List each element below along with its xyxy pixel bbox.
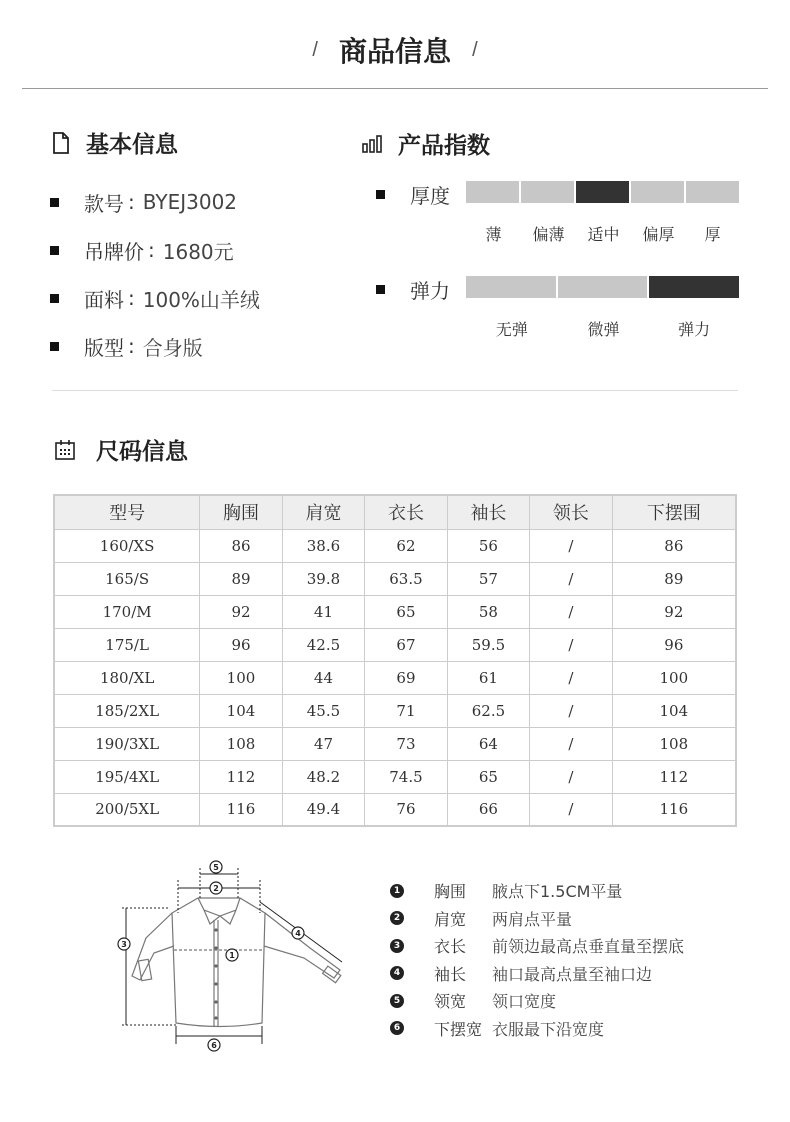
- table-cell: 108: [200, 727, 282, 760]
- table-cell: 45.5: [282, 694, 364, 727]
- colon: :: [128, 286, 135, 310]
- legend-item: [390, 905, 684, 933]
- table-cell: 165/S: [54, 562, 200, 595]
- square-bullet-icon: [376, 190, 385, 199]
- table-cell: /: [530, 793, 612, 826]
- basic-info-key: 版型: [84, 335, 124, 360]
- thickness-scale-segment: [686, 181, 739, 203]
- diagram-mark-5-text: 5: [213, 863, 219, 872]
- thickness-scale-option: 薄: [485, 225, 502, 244]
- legend-description: 衣服最下沿宽度: [492, 1019, 605, 1039]
- basic-info-item: [50, 178, 350, 226]
- table-cell: 175/L: [54, 628, 200, 661]
- diagram-mark-2-text: 2: [213, 884, 219, 893]
- table-cell: 190/3XL: [54, 727, 200, 760]
- table-cell: 62: [365, 529, 447, 562]
- legend-description: 袖口最高点量至袖口边: [492, 964, 653, 984]
- table-cell: 92: [612, 595, 736, 628]
- thickness-scale-option: 厚: [704, 225, 721, 244]
- table-row: [54, 727, 736, 760]
- square-bullet-icon: [376, 285, 385, 294]
- basic-info-item: [50, 274, 350, 322]
- table-cell: 104: [612, 694, 736, 727]
- table-cell: 62.5: [447, 694, 529, 727]
- thickness-scale-segment: [521, 181, 574, 203]
- product-index-title: 产品指数: [398, 133, 490, 159]
- table-cell: 160/XS: [54, 529, 200, 562]
- thickness-scale-bar: [466, 181, 739, 203]
- table-cell: /: [530, 595, 612, 628]
- table-header-cell: 肩宽: [282, 495, 364, 529]
- table-row: [54, 628, 736, 661]
- table-cell: 116: [612, 793, 736, 826]
- legend-description: 腋点下1.5CM平量: [492, 882, 623, 902]
- header-divider: [22, 88, 768, 89]
- table-cell: 185/2XL: [54, 694, 200, 727]
- thickness-scale-option: 偏薄: [532, 225, 565, 244]
- basic-info-value: BYEJ3002: [142, 190, 238, 214]
- table-cell: 116: [200, 793, 282, 826]
- table-header-cell: 胸围: [200, 495, 282, 529]
- elasticity-scale-bar: [466, 276, 739, 298]
- diagram-mark-6-text: 6: [211, 1041, 217, 1050]
- table-cell: 61: [447, 661, 529, 694]
- thickness-scale-option: 偏厚: [642, 225, 675, 244]
- thickness-scale-segment: [576, 181, 629, 203]
- table-header-cell: 型号: [54, 495, 200, 529]
- table-cell: 76: [365, 793, 447, 826]
- table-cell: 64: [447, 727, 529, 760]
- elasticity-scale-segment: [649, 276, 739, 298]
- table-cell: 112: [612, 760, 736, 793]
- shirt-diagram-svg: [110, 858, 360, 1053]
- table-header-cell: 领长: [530, 495, 612, 529]
- table-cell: 200/5XL: [54, 793, 200, 826]
- elasticity-scale-option: 无弹: [495, 320, 528, 339]
- header-slash-right: /: [472, 38, 478, 61]
- legend-name: 衣长: [434, 937, 467, 957]
- legend-name: 肩宽: [434, 909, 467, 929]
- table-cell: 74.5: [365, 760, 447, 793]
- basic-info-value: 100%山羊绒: [142, 287, 260, 312]
- table-cell: 63.5: [365, 562, 447, 595]
- number-badge-icon: 4: [390, 966, 404, 980]
- table-cell: 96: [200, 628, 282, 661]
- table-header-cell: 袖长: [447, 495, 529, 529]
- table-cell: 47: [282, 727, 364, 760]
- header-slash-left: /: [312, 38, 318, 61]
- table-cell: 180/XL: [54, 661, 200, 694]
- thickness-scale-option: 适中: [587, 225, 620, 244]
- basic-info-key: 面料: [84, 287, 124, 312]
- number-badge-icon: 1: [390, 884, 404, 898]
- square-bullet-icon: [50, 246, 59, 255]
- elasticity-scale-option: 微弹: [587, 320, 620, 339]
- table-header-cell: 衣长: [365, 495, 447, 529]
- elasticity-scale-segment: [466, 276, 556, 298]
- basic-info-value: 合身版: [142, 335, 203, 360]
- diagram-mark-4-text: 4: [295, 929, 301, 938]
- table-cell: 66: [447, 793, 529, 826]
- legend-item: [390, 987, 684, 1015]
- section-divider: [52, 390, 738, 391]
- legend-description: 两肩点平量: [492, 909, 573, 929]
- colon: :: [148, 238, 155, 262]
- table-cell: 48.2: [282, 760, 364, 793]
- table-cell: 86: [200, 529, 282, 562]
- table-cell: 92: [200, 595, 282, 628]
- table-cell: 112: [200, 760, 282, 793]
- table-cell: 58: [447, 595, 529, 628]
- table-row: [54, 661, 736, 694]
- table-cell: 170/M: [54, 595, 200, 628]
- table-cell: 108: [612, 727, 736, 760]
- number-badge-icon: 6: [390, 1021, 404, 1035]
- legend-description: 领口宽度: [492, 992, 557, 1012]
- legend-name: 袖长: [434, 964, 467, 984]
- square-bullet-icon: [50, 294, 59, 303]
- table-cell: 69: [365, 661, 447, 694]
- measurement-legend: [390, 877, 684, 1042]
- table-row: [54, 793, 736, 826]
- basic-info-key: 吊牌价: [84, 239, 144, 264]
- table-cell: 44: [282, 661, 364, 694]
- elasticity-scale-segment: [558, 276, 648, 298]
- bar-chart-icon: [360, 131, 386, 157]
- number-badge-icon: 5: [390, 994, 404, 1008]
- table-cell: /: [530, 628, 612, 661]
- basic-info-heading: [48, 126, 178, 159]
- number-badge-icon: 3: [390, 939, 404, 953]
- elasticity-label: 弹力: [410, 279, 450, 303]
- header-title-row: [0, 30, 790, 70]
- basic-info-value: 1680元: [162, 239, 234, 264]
- table-cell: /: [530, 760, 612, 793]
- size-table: [53, 494, 737, 827]
- legend-item: [390, 960, 684, 988]
- size-info-heading: [52, 433, 188, 466]
- thickness-scale-labels: [466, 222, 739, 245]
- elasticity-row: [376, 275, 466, 304]
- colon: :: [128, 190, 135, 214]
- legend-item: [390, 877, 684, 905]
- square-bullet-icon: [50, 342, 59, 351]
- table-cell: 89: [200, 562, 282, 595]
- table-cell: 38.6: [282, 529, 364, 562]
- table-cell: 56: [447, 529, 529, 562]
- table-cell: 57: [447, 562, 529, 595]
- size-info-title: 尺码信息: [96, 439, 188, 465]
- table-body: [54, 529, 736, 826]
- basic-info-item: [50, 226, 350, 274]
- square-bullet-icon: [50, 198, 59, 207]
- legend-item: [390, 1015, 684, 1043]
- table-row: [54, 760, 736, 793]
- table-cell: 67: [365, 628, 447, 661]
- elasticity-scale-option: 弹力: [678, 320, 711, 339]
- table-header-row: [54, 495, 736, 529]
- table-row: [54, 595, 736, 628]
- table-cell: 42.5: [282, 628, 364, 661]
- legend-name: 领宽: [434, 992, 467, 1012]
- basic-info-key: 款号: [84, 191, 124, 216]
- diagram-mark-1-text: 1: [229, 951, 235, 960]
- page-header: [0, 0, 790, 90]
- basic-info-item: [50, 322, 350, 370]
- thickness-scale-segment: [466, 181, 519, 203]
- table-cell: 89: [612, 562, 736, 595]
- table-cell: /: [530, 562, 612, 595]
- table-cell: 59.5: [447, 628, 529, 661]
- number-badge-icon: 2: [390, 911, 404, 925]
- thickness-scale-segment: [631, 181, 684, 203]
- shirt-measurement-diagram: [110, 858, 360, 1053]
- thickness-label: 厚度: [410, 184, 450, 208]
- basic-info-title: 基本信息: [86, 132, 178, 158]
- table-cell: 65: [447, 760, 529, 793]
- table-cell: 100: [200, 661, 282, 694]
- legend-item: [390, 932, 684, 960]
- legend-description: 前领边最高点垂直量至摆底: [492, 937, 685, 957]
- table-cell: 65: [365, 595, 447, 628]
- table-cell: 39.8: [282, 562, 364, 595]
- table-cell: /: [530, 727, 612, 760]
- document-icon: [48, 130, 74, 156]
- table-cell: 86: [612, 529, 736, 562]
- table-cell: /: [530, 529, 612, 562]
- table-cell: 104: [200, 694, 282, 727]
- table-cell: 100: [612, 661, 736, 694]
- table-cell: 96: [612, 628, 736, 661]
- table-row: [54, 529, 736, 562]
- table-cell: 73: [365, 727, 447, 760]
- product-index-heading: [360, 127, 490, 160]
- legend-name: 下摆宽: [434, 1019, 483, 1039]
- calendar-grid-icon: [52, 437, 78, 463]
- table-cell: 41: [282, 595, 364, 628]
- basic-info-list: [50, 178, 350, 370]
- page-title: 商品信息: [338, 35, 451, 68]
- legend-name: 胸围: [434, 882, 467, 902]
- table-row: [54, 694, 736, 727]
- table-cell: 49.4: [282, 793, 364, 826]
- elasticity-scale-labels: [466, 317, 739, 340]
- table-row: [54, 562, 736, 595]
- diagram-mark-3-text: 3: [121, 940, 127, 949]
- thickness-row: [376, 180, 466, 209]
- table-header-cell: 下摆围: [612, 495, 736, 529]
- table-cell: /: [530, 661, 612, 694]
- table-cell: 195/4XL: [54, 760, 200, 793]
- table-cell: 71: [365, 694, 447, 727]
- colon: :: [128, 334, 135, 358]
- table-cell: /: [530, 694, 612, 727]
